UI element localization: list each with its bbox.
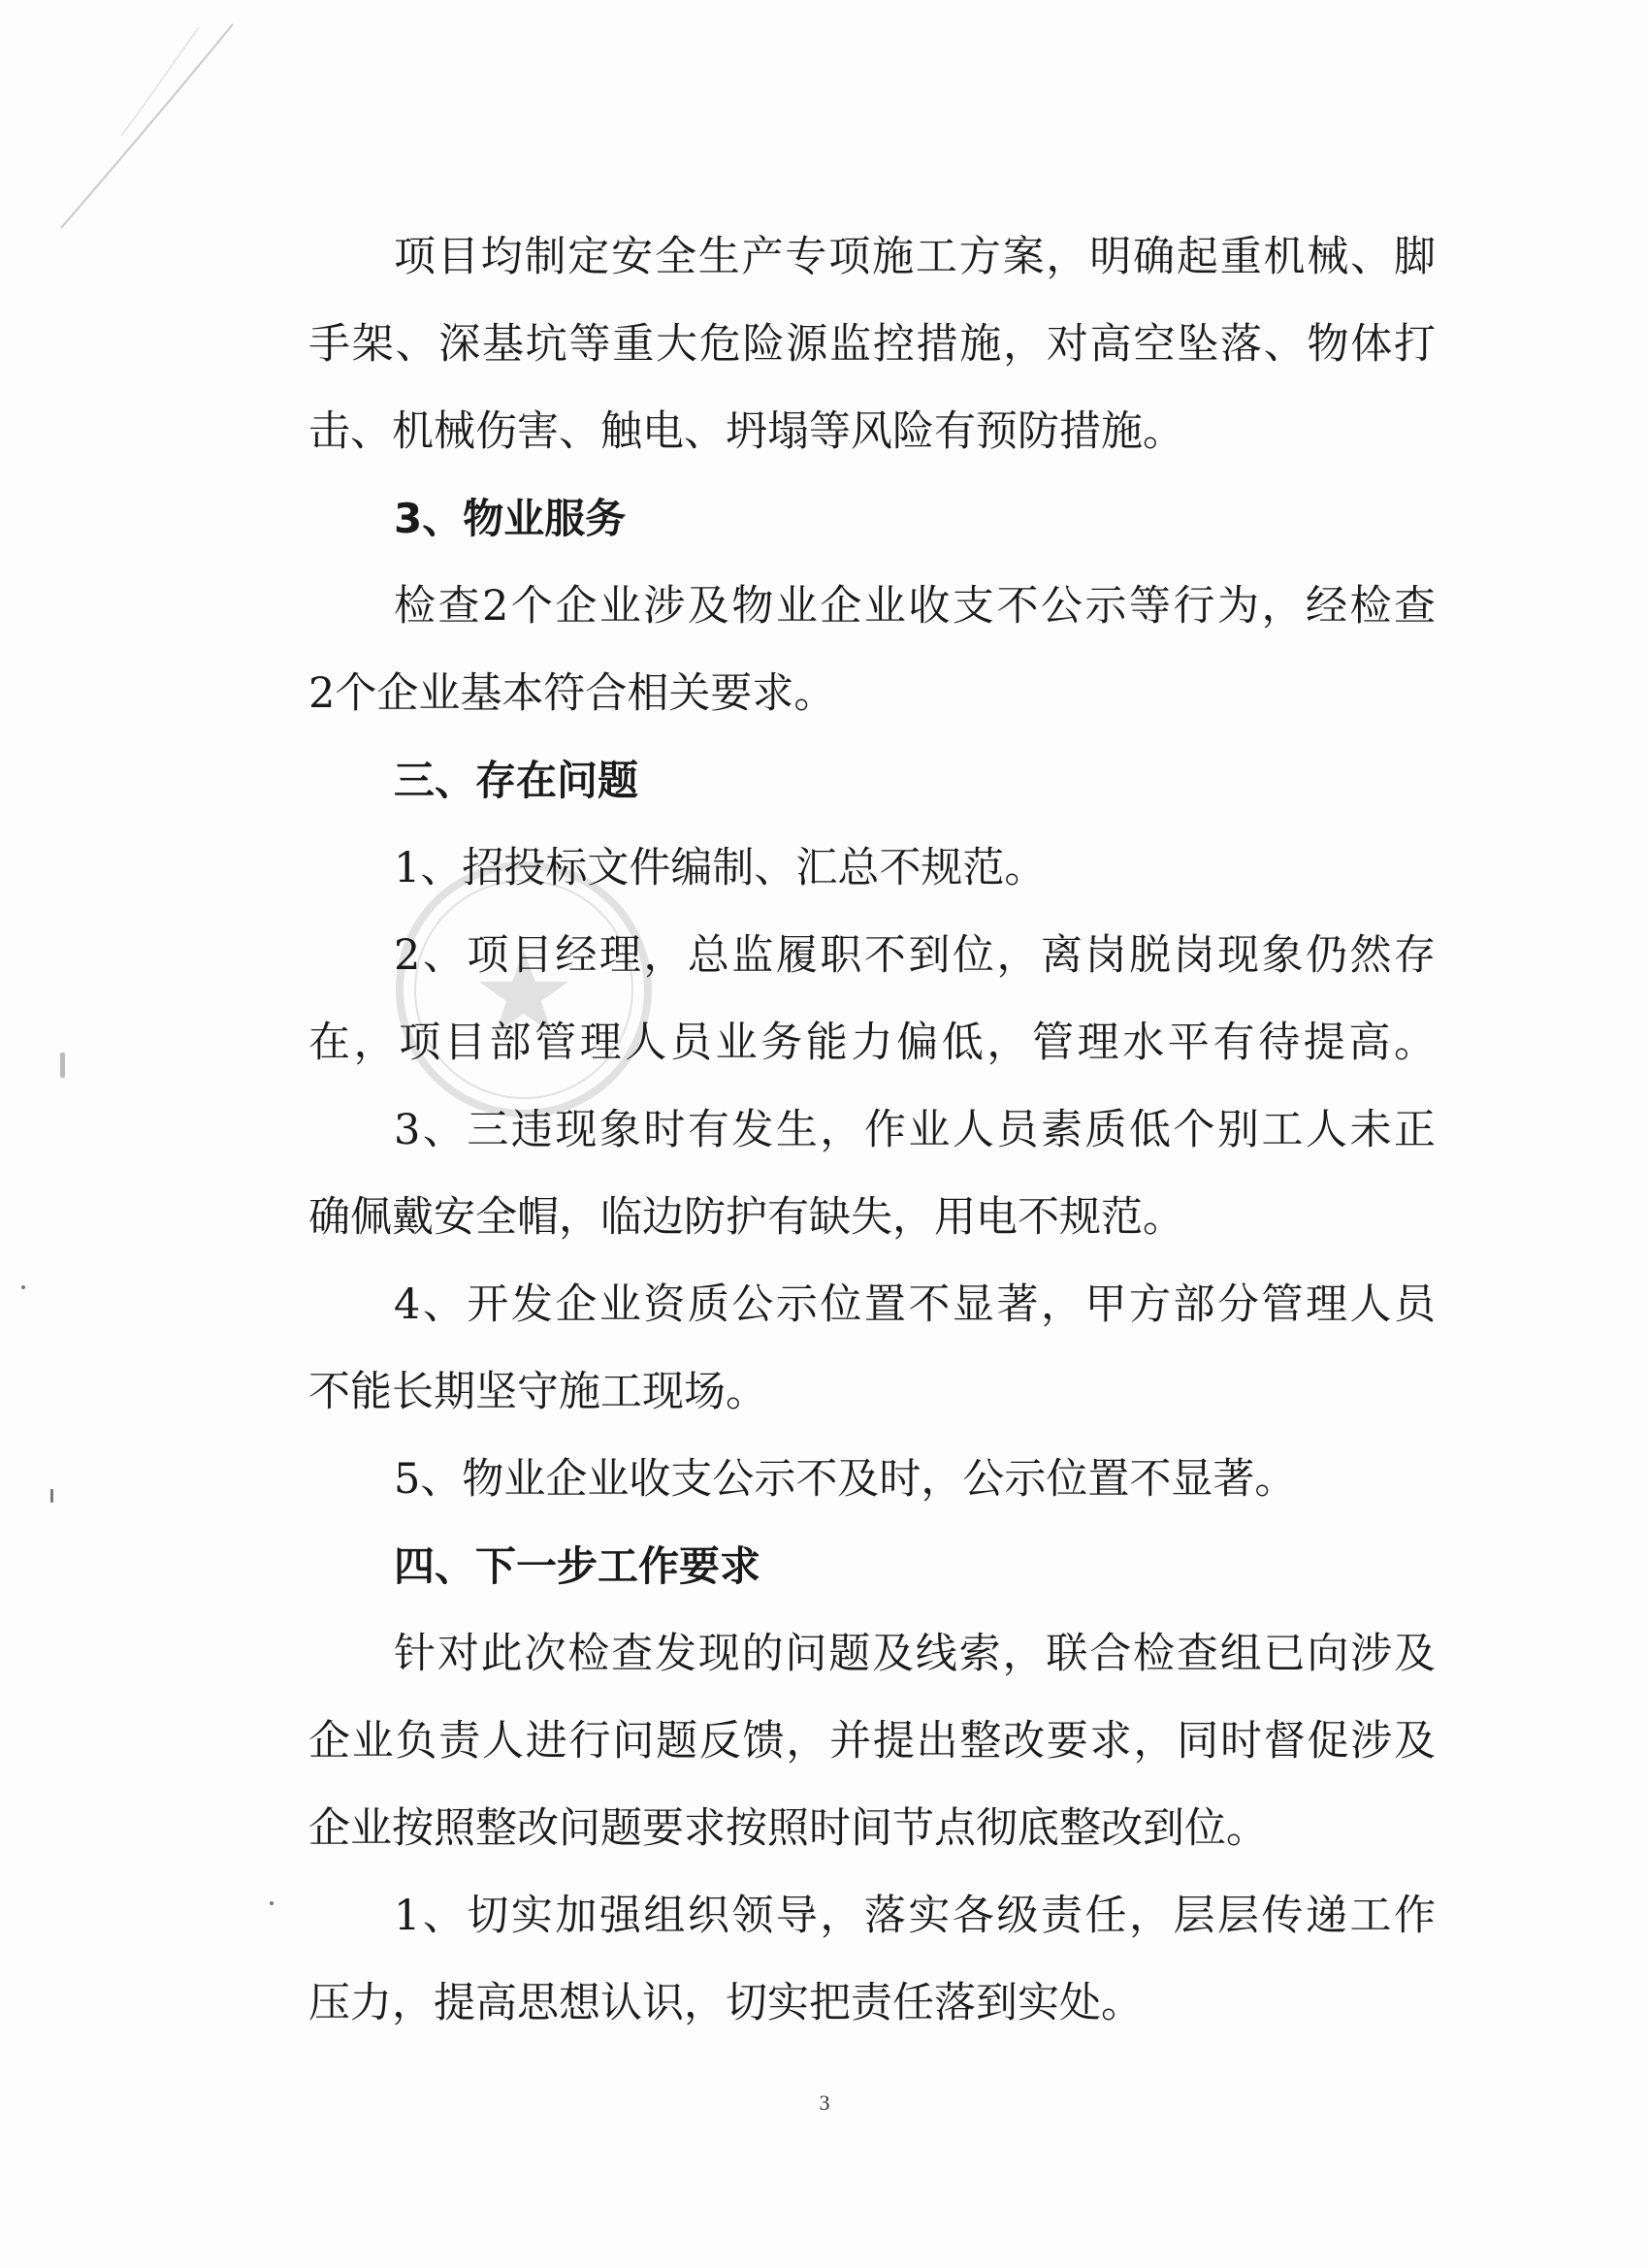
page-number: 3 xyxy=(819,2090,830,2115)
body-line: 击、机械伤害、触电、坍塌等风险有预防措施。 xyxy=(308,407,1184,456)
body-line: 手架、深基坑等重大危险源监控措施，对高空坠落、物体打 xyxy=(308,320,1436,369)
body-line: 检查2个企业涉及物业企业收支不公示等行为，经检查 xyxy=(394,582,1436,631)
body-line: 2个企业基本符合相关要求。 xyxy=(308,669,836,718)
scan-speck xyxy=(21,1285,25,1289)
body-line: 4、开发企业资质公示位置不显著，甲方部分管理人员 xyxy=(394,1280,1436,1329)
section-heading: 3、物业服务 xyxy=(394,495,627,542)
body-line: 不能长期坚守施工现场。 xyxy=(308,1368,767,1416)
body-line: 5、物业企业收支公示不及时，公示位置不显著。 xyxy=(394,1455,1297,1504)
section-heading: 四、下一步工作要求 xyxy=(394,1542,761,1590)
body-line: 针对此次检查发现的问题及线索，联合检查组已向涉及 xyxy=(394,1630,1436,1678)
scan-speck xyxy=(270,1901,274,1905)
scan-speck xyxy=(50,1489,53,1503)
body-line: 1、切实加强组织领导，落实各级责任，层层传递工作 xyxy=(394,1892,1436,1940)
body-line: 项目均制定安全生产专项施工方案，明确起重机械、脚 xyxy=(394,233,1436,281)
scan-speck xyxy=(60,1053,65,1078)
body-line: 2、项目经理，总监履职不到位，离岗脱岗现象仍然存 xyxy=(394,931,1436,980)
body-line: 在，项目部管理人员业务能力偏低，管理水平有待提高。 xyxy=(308,1019,1436,1067)
body-line: 企业负责人进行问题反馈，并提出整改要求，同时督促涉及 xyxy=(308,1717,1436,1766)
body-line: 压力，提高思想认识，切实把责任落到实处。 xyxy=(308,1979,1143,2027)
body-line: 企业按照整改问题要求按照时间节点彻底整改到位。 xyxy=(308,1804,1268,1853)
body-line: 1、招投标文件编制、汇总不规范。 xyxy=(394,844,1047,892)
body-line: 确佩戴安全帽，临边防护有缺失，用电不规范。 xyxy=(308,1193,1184,1242)
body-line: 3、三违现象时有发生，作业人员素质低个别工人未正 xyxy=(394,1106,1436,1154)
document-body xyxy=(308,213,1436,2047)
scan-crease-mark xyxy=(53,19,238,233)
section-heading: 三、存在问题 xyxy=(394,757,639,804)
